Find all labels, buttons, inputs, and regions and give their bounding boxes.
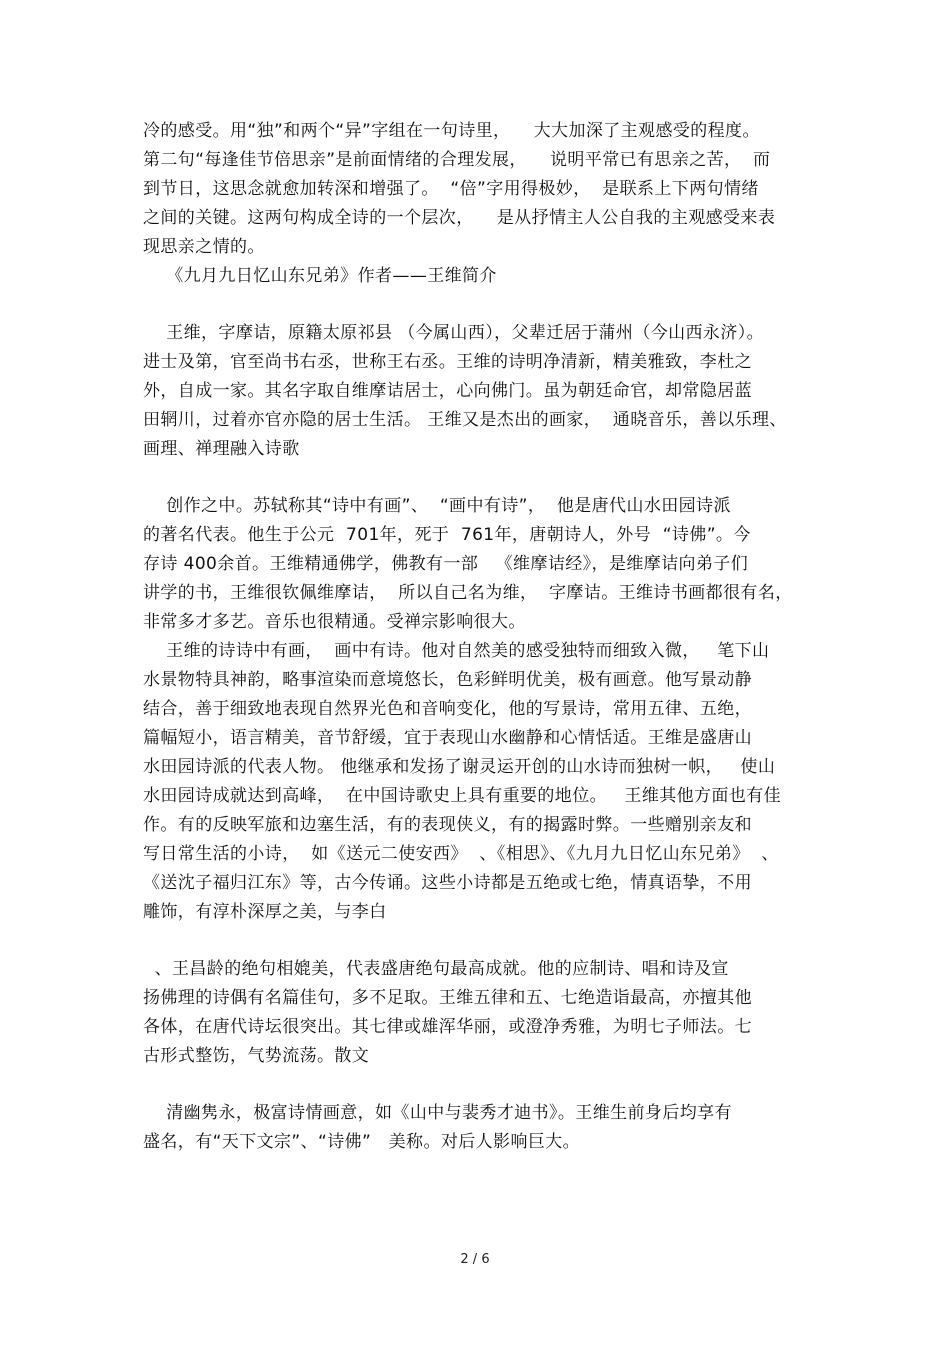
text-line: 进士及第，官至尚书右丞，世称王右丞。王维的诗明净清新，精美雅致，李杜之 <box>143 352 752 372</box>
text-line: 古形式整饬，气势流荡。散文 <box>143 1046 370 1066</box>
text-line: 田辋川，过着亦官亦隐的居士生活。 王维又是杰出的画家， 通晓音乐，善以乐理、 <box>143 410 787 430</box>
text-line: 讲学的书，王维很钦佩维摩诘， 所以自己名为维， 字摩诘。王维诗书画都很有名， <box>143 583 793 603</box>
text-line: 到节日，这思念就愈加转深和增强了。 “倍”字用得极妙， 是联系上下两句情绪 <box>143 179 759 199</box>
text-line: 的著名代表。他生于公元 701年，死于 761年，唐朝诗人，外号 “诗佛”。今 <box>143 525 751 545</box>
text-line: 外，自成一家。其名字取自维摩诘居士，心向佛门。虽为朝廷命官，却常隐居蓝 <box>143 381 752 401</box>
text-line: 结合，善于细致地表现自然界光色和音响变化，他的写景诗，常用五律、五绝， <box>143 699 752 719</box>
text-line: 之间的关键。这两句构成全诗的一个层次， 是从抒情主人公自我的主观感受来表 <box>143 208 776 228</box>
text-line: 、王昌龄的绝句相媲美，代表盛唐绝句最高成就。他的应制诗、唱和诗及宣 <box>143 959 729 979</box>
text-line: 第二句“每逢佳节倍思亲”是前面情绪的合理发展， 说明平常已有思亲之苦， 而 <box>143 150 771 170</box>
text-line: 《送沈子福归江东》等，古今传诵。这些小诗都是五绝或七绝，情真语挚，不用 <box>143 873 752 893</box>
text-line: 水景物特具神韵，略事渲染而意境悠长，色彩鲜明优美，极有画意。他写景动静 <box>143 670 752 690</box>
text-line: 水田园诗派的代表人物。 他继承和发扬了谢灵运开创的山水诗而独树一帜， 使山 <box>143 757 776 777</box>
text-line: 现思亲之情的。 <box>143 237 265 257</box>
text-line: 清幽隽永，极富诗情画意，如《山中与裴秀才迪书》。王维生前身后均享有 <box>143 1103 732 1123</box>
text-line: 王维的诗诗中有画， 画中有诗。他对自然美的感受独特而细致入微， 笔下山 <box>143 641 770 661</box>
text-line: 盛名，有“天下文宗”、“诗佛” 美称。对后人影响巨大。 <box>143 1132 581 1152</box>
text-line: 水田园诗成就达到高峰， 在中国诗歌史上具有重要的地位。 王维其他方面也有佳 <box>143 786 782 806</box>
text-line: 王维，字摩诘，原籍太原祁县 （今属山西），父辈迁居于蒲州（今山西永济）。 <box>143 323 765 343</box>
section-heading: 《九月九日忆山东兄弟》作者——王维简介 <box>143 266 497 286</box>
page-number: 2 / 6 <box>460 1252 490 1267</box>
text-line: 存诗 400余首。王维精通佛学，佛教有一部 《维摩诘经》，是维摩诘向弟子们 <box>143 554 749 574</box>
text-line: 扬佛理的诗偶有名篇佳句，多不足取。王维五律和五、七绝造诣最高，亦擅其他 <box>143 988 752 1008</box>
text-line: 各体，在唐代诗坛很突出。其七律或雄浑华丽，或澄净秀雅，为明七子师法。七 <box>143 1017 752 1037</box>
text-line: 作。有的反映军旅和边塞生活，有的表现侠义，有的揭露时弊。一些赠别亲友和 <box>143 815 752 835</box>
text-line: 创作之中。苏轼称其“诗中有画”、 “画中有诗”， 他是唐代山水田园诗派 <box>143 496 731 516</box>
text-line: 画理、禅理融入诗歌 <box>143 439 300 459</box>
text-line: 非常多才多艺。音乐也很精通。受禅宗影响很大。 <box>143 612 526 632</box>
text-line: 写日常生活的小诗， 如《送元二使安西》 、《相思》、《九月九日忆山东兄弟》 、 <box>143 844 779 864</box>
text-line: 篇幅短小，语言精美，音节舒缓，宜于表现山水幽静和心情恬适。王维是盛唐山 <box>143 728 752 748</box>
text-line: 雕饰，有淳朴深厚之美，与李白 <box>143 902 387 922</box>
text-line: 冷的感受。用“独”和两个“异”字组在一句诗里， 大大加深了主观感受的程度。 <box>143 121 760 141</box>
